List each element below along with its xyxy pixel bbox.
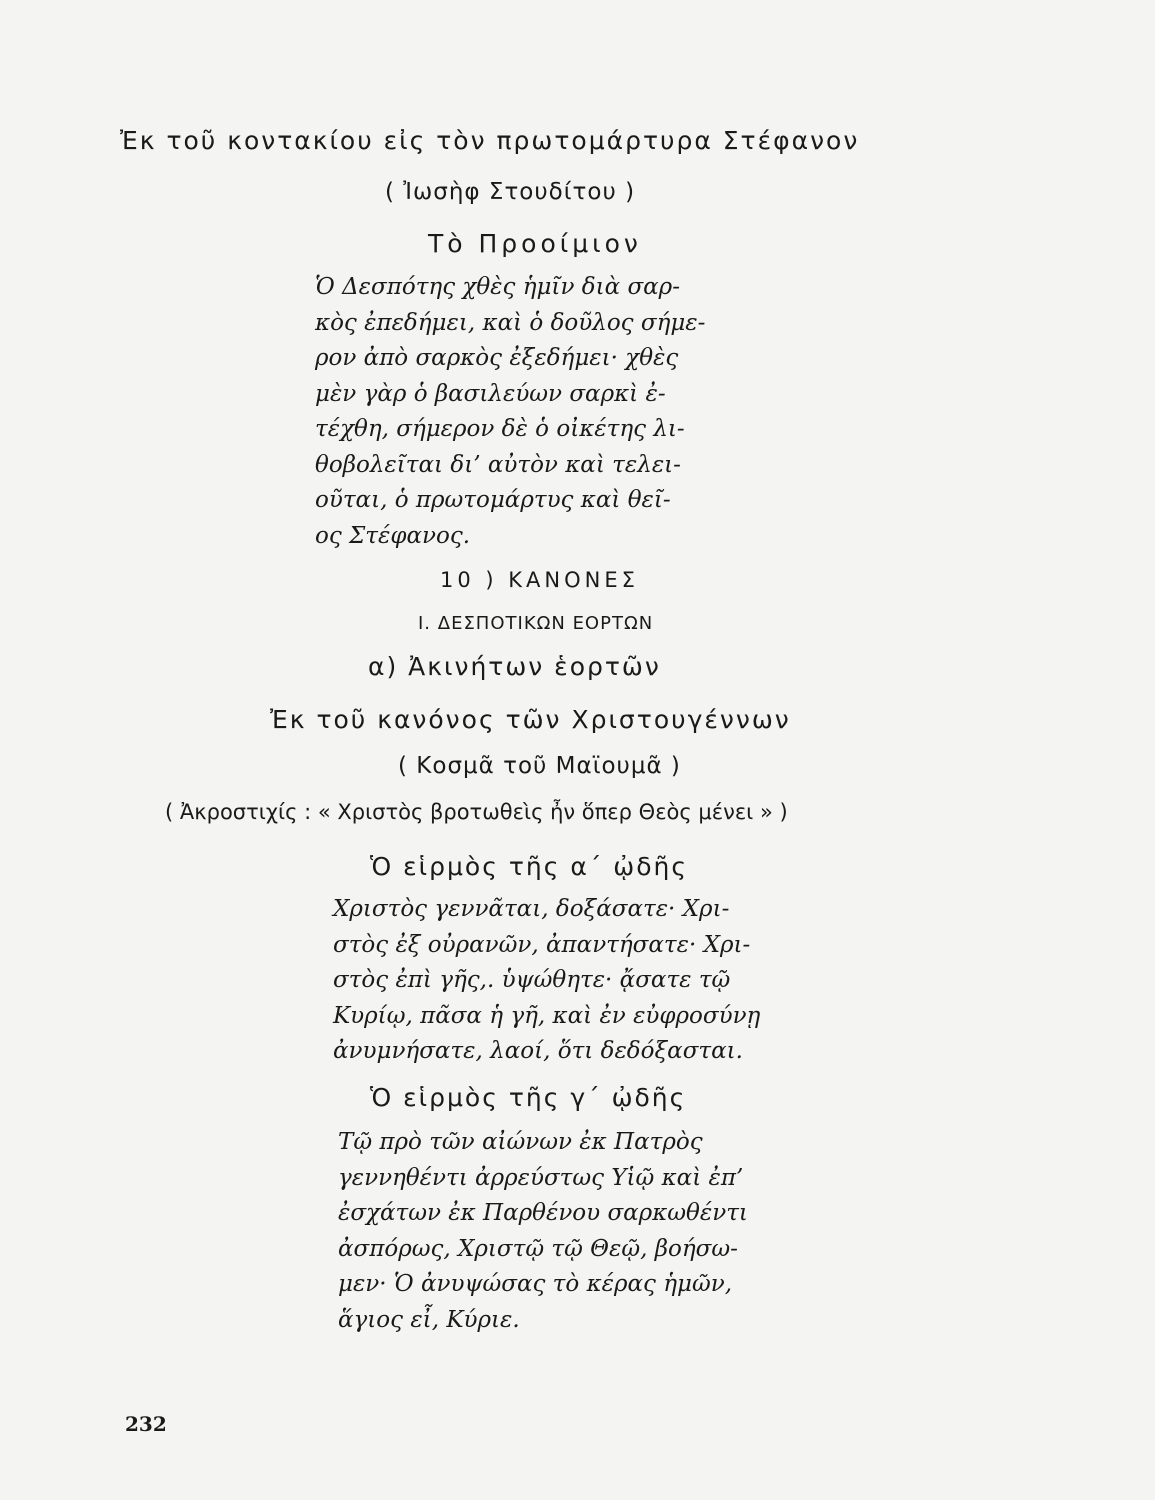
heirmos-3-text xyxy=(338,1125,748,1338)
verse-line: τέχθη, σήμερον δὲ ὁ οἰκέτης λι- xyxy=(315,416,685,442)
verse-line: θοβολεῖται δι’ αὐτὸν καὶ τελει- xyxy=(315,451,681,478)
section-title: 10 ) ΚΑΝΟΝΕΣ xyxy=(440,568,639,592)
acrostic: ( Ἀκροστιχίς : « Χριστὸς βροτωθεὶς ἦν ὅπερ Θεὸς μένει » ) xyxy=(165,800,788,824)
verse-line: κὸς ἐπεδήμει, καὶ ὁ δοῦλος σήμε- xyxy=(315,309,706,336)
verse-line: μὲν γὰρ ὁ βασιλεύων σαρκὶ ἐ- xyxy=(315,380,666,407)
verse-line: ἀνυμνήσατε, λαοί, ὅτι δεδόξασται. xyxy=(333,1038,743,1064)
verse-line: Χριστὸς γεννᾶται, δοξάσατε· Χρι- xyxy=(333,896,730,922)
verse-line: στὸς ἐπὶ γῆς,. ὑψώθητε· ᾄσατε τῷ xyxy=(333,967,731,993)
verse-line: ἅγιος εἶ, Κύριε. xyxy=(338,1306,520,1333)
kanon-author: ( Κοσμᾶ τοῦ Μαϊουμᾶ ) xyxy=(398,753,681,779)
verse-line: οῦται, ὁ πρωτομάρτυς καὶ θεῖ- xyxy=(315,487,671,513)
category-title: α) Ἀκινήτων ἑορτῶν xyxy=(368,652,661,681)
prooimion-text xyxy=(315,270,705,554)
kanon-heading: Ἐκ τοῦ κανόνος τῶν Χριστουγέννων xyxy=(270,705,791,734)
verse-line: Τῷ πρὸ τῶν αἰώνων ἐκ Πατρὸς xyxy=(338,1129,703,1155)
subsection-title: I. ΔΕΣΠΟΤΙΚΩΝ ΕΟΡΤΩΝ xyxy=(418,613,654,634)
verse-line: Ὁ Δεσπότης χθὲς ἡμῖν διὰ σαρ- xyxy=(315,274,680,300)
heirmos-3-title: Ὁ εἱρμὸς τῆς γ΄ ᾠδῆς xyxy=(370,1083,687,1112)
prooimion-title: Τὸ Προοίμιον xyxy=(428,229,642,258)
verse-line: στὸς ἐξ οὐρανῶν, ἀπαντήσατε· Χρι- xyxy=(333,931,751,958)
page-number: 232 xyxy=(125,1412,167,1436)
verse-line: ος Στέφανος. xyxy=(315,522,471,549)
heirmos-1-title: Ὁ εἱρμὸς τῆς α΄ ᾠδῆς xyxy=(370,852,689,881)
verse-line: Κυρίῳ, πᾶσα ἡ γῆ, καὶ ἐν εὐφροσύνῃ xyxy=(333,1002,761,1029)
heirmos-1-text xyxy=(333,892,760,1070)
kontakion-author: ( Ἰωσὴφ Στουδίτου ) xyxy=(385,179,636,205)
verse-line: ρον ἀπὸ σαρκὸς ἐξεδήμει· χθὲς xyxy=(315,345,679,371)
verse-line: μεν· Ὁ ἀνυψώσας τὸ κέρας ἡμῶν, xyxy=(338,1271,733,1297)
verse-line: γεννηθέντι ἀρρεύστως Υἱῷ καὶ ἐπ’ xyxy=(338,1164,744,1191)
verse-line: ἐσχάτων ἐκ Παρθένου σαρκωθέντι xyxy=(338,1200,748,1226)
verse-line: ἀσπόρως, Χριστῷ τῷ Θεῷ, βοήσω- xyxy=(338,1235,738,1262)
kontakion-heading: Ἐκ τοῦ κοντακίου εἰς τὸν πρωτομάρτυρα Στέφανον xyxy=(120,126,860,155)
